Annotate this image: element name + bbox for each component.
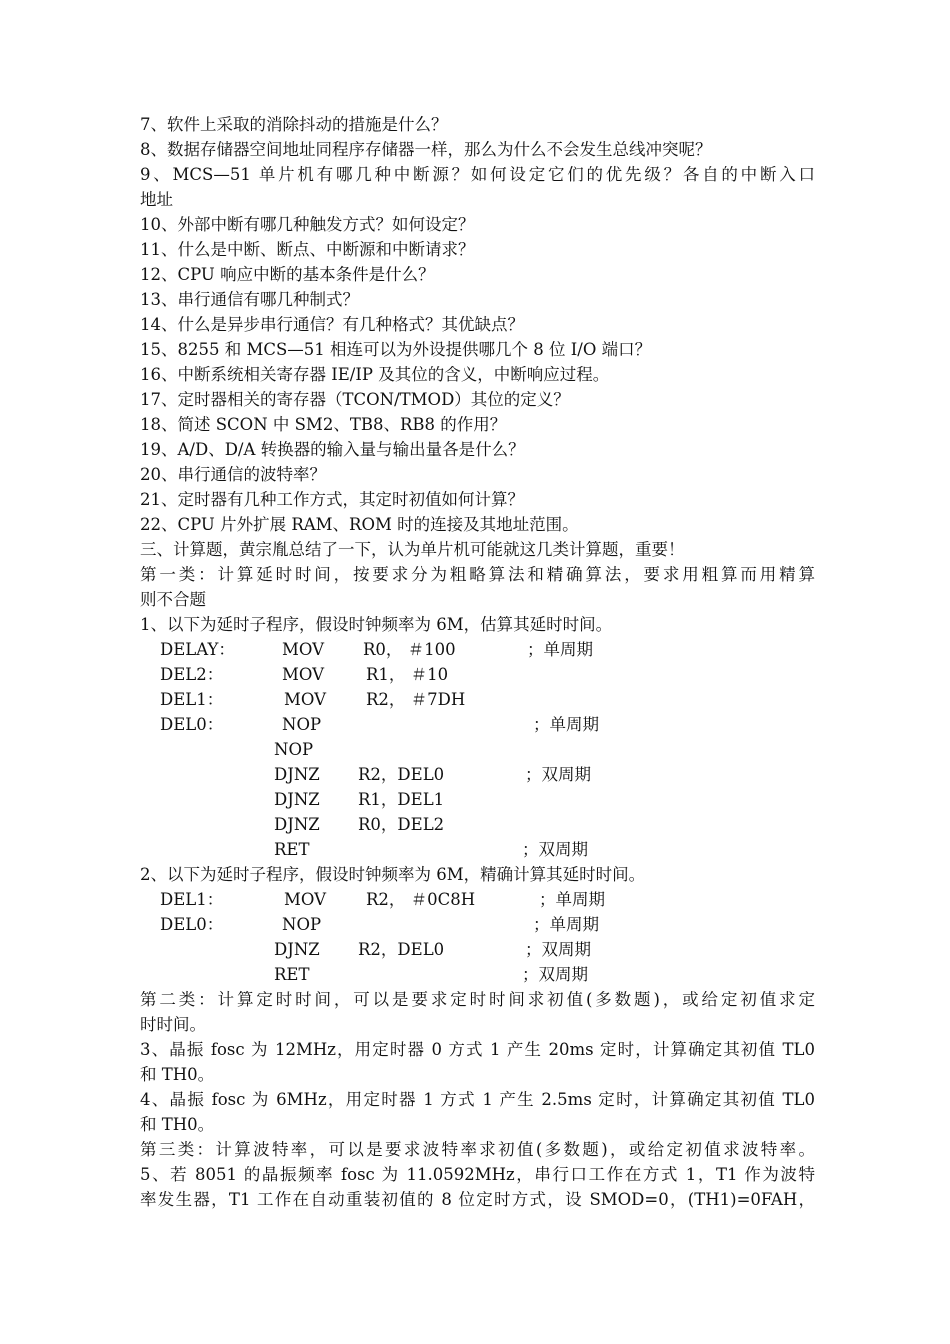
code-op: RET <box>274 965 310 984</box>
code-comment: ；单周期 <box>533 715 599 734</box>
code-label: DEL1： <box>160 890 224 909</box>
code-arg: R2， ＃0C8H <box>366 890 476 909</box>
class2-description: 第二类：计算定时时间，可以是要求定时时间求初值(多数题)，或给定初值求定 <box>140 990 815 1009</box>
question-10: 10、外部中断有哪几种触发方式？如何设定？ <box>140 215 475 234</box>
code-op: MOV <box>284 890 327 909</box>
question-5-cont: 率发生器，T1 工作在自动重装初值的 8 位定时方式，设 SMOD=0，(TH1)=0FAH， <box>140 1190 815 1209</box>
code-comment: ；单周期 <box>527 640 593 659</box>
code-arg: R0， ＃100 <box>363 640 456 659</box>
code-comment: ；双周期 <box>522 965 588 984</box>
code-op: RET <box>274 840 310 859</box>
code-comment: ；双周期 <box>522 840 588 859</box>
code-comment: ；双周期 <box>525 940 591 959</box>
question-14: 14、什么是异步串行通信？有几种格式？其优缺点？ <box>140 315 524 334</box>
code-op: NOP <box>282 915 322 934</box>
code-label: DEL1： <box>160 690 224 709</box>
question-9-cont: 地址 <box>140 190 173 209</box>
question-2: 2、以下为延时子程序，假设时钟频率为 6M，精确计算其延时时间。 <box>140 865 646 884</box>
question-3: 3、晶振 fosc 为 12MHz，用定时器 0 方式 1 产生 20ms 定时，计算确定其初值 TL0 <box>140 1040 815 1059</box>
code-op: MOV <box>282 640 325 659</box>
code-op: NOP <box>274 740 314 759</box>
code-comment: ；双周期 <box>525 765 591 784</box>
question-9: 9、MCS—51 单片机有哪几种中断源？如何设定它们的优先级？各自的中断入口 <box>140 165 815 184</box>
code-op: DJNZ <box>274 765 320 784</box>
code-comment: ；单周期 <box>539 890 605 909</box>
section-heading: 三、计算题，黄宗胤总结了一下，认为单片机可能就这几类计算题，重要！ <box>140 540 685 559</box>
code-op: MOV <box>282 665 325 684</box>
code-arg: R1， ＃10 <box>366 665 449 684</box>
question-15: 15、8255 和 MCS—51 相连可以为外设提供哪几个 8 位 I/O 端口？ <box>140 340 652 359</box>
class2-description-cont: 时时间。 <box>140 1015 206 1034</box>
question-3-cont: 和 TH0。 <box>140 1065 215 1084</box>
code-label: DEL0： <box>160 915 224 934</box>
question-5: 5、若 8051 的晶振频率 fosc 为 11.0592MHz，串行口工作在方式 1，T1 作为波特 <box>140 1165 815 1184</box>
question-18: 18、简述 SCON 中 SM2、TB8、RB8 的作用？ <box>140 415 507 434</box>
question-11: 11、什么是中断、断点、中断源和中断请求？ <box>140 240 475 259</box>
code-op: DJNZ <box>274 815 320 834</box>
code-label: DEL0： <box>160 715 224 734</box>
code-label: DELAY： <box>160 640 235 659</box>
question-4: 4、晶振 fosc 为 6MHz，用定时器 1 方式 1 产生 2.5ms 定时，计算确定其初值 TL0 <box>140 1090 815 1109</box>
code-arg: R2，DEL0 <box>358 940 445 959</box>
question-19: 19、A/D、D/A 转换器的输入量与输出量各是什么？ <box>140 440 525 459</box>
class1-description-cont: 则不合题 <box>140 590 206 609</box>
question-7: 7、软件上采取的消除抖动的措施是什么？ <box>140 115 448 134</box>
class3-description: 第三类：计算波特率，可以是要求波特率求初值(多数题)，或给定初值求波特率。 <box>140 1140 815 1159</box>
code-arg: R1，DEL1 <box>358 790 445 809</box>
question-20: 20、串行通信的波特率？ <box>140 465 326 484</box>
question-1: 1、以下为延时子程序，假设时钟频率为 6M，估算其延时时间。 <box>140 615 613 634</box>
question-12: 12、CPU 响应中断的基本条件是什么？ <box>140 265 435 284</box>
code-arg: R2，DEL0 <box>358 765 445 784</box>
code-op: DJNZ <box>274 790 320 809</box>
code-label: DEL2： <box>160 665 224 684</box>
question-16: 16、中断系统相关寄存器 IE/IP 及其位的含义，中断响应过程。 <box>140 365 610 384</box>
code-comment: ；单周期 <box>533 915 599 934</box>
question-17: 17、定时器相关的寄存器（TCON/TMOD）其位的定义？ <box>140 390 570 409</box>
code-op: DJNZ <box>274 940 320 959</box>
code-op: MOV <box>284 690 327 709</box>
question-8: 8、数据存储器空间地址同程序存储器一样，那么为什么不会发生总线冲突呢？ <box>140 140 712 159</box>
question-4-cont: 和 TH0。 <box>140 1115 215 1134</box>
question-21: 21、定时器有几种工作方式，其定时初值如何计算？ <box>140 490 524 509</box>
code-op: NOP <box>282 715 322 734</box>
question-13: 13、串行通信有哪几种制式？ <box>140 290 359 309</box>
question-22: 22、CPU 片外扩展 RAM、ROM 时的连接及其地址范围。 <box>140 515 579 534</box>
code-arg: R2， ＃7DH <box>366 690 466 709</box>
class1-description: 第一类：计算延时时间，按要求分为粗略算法和精确算法，要求用粗算而用精算 <box>140 565 815 584</box>
code-arg: R0，DEL2 <box>358 815 445 834</box>
